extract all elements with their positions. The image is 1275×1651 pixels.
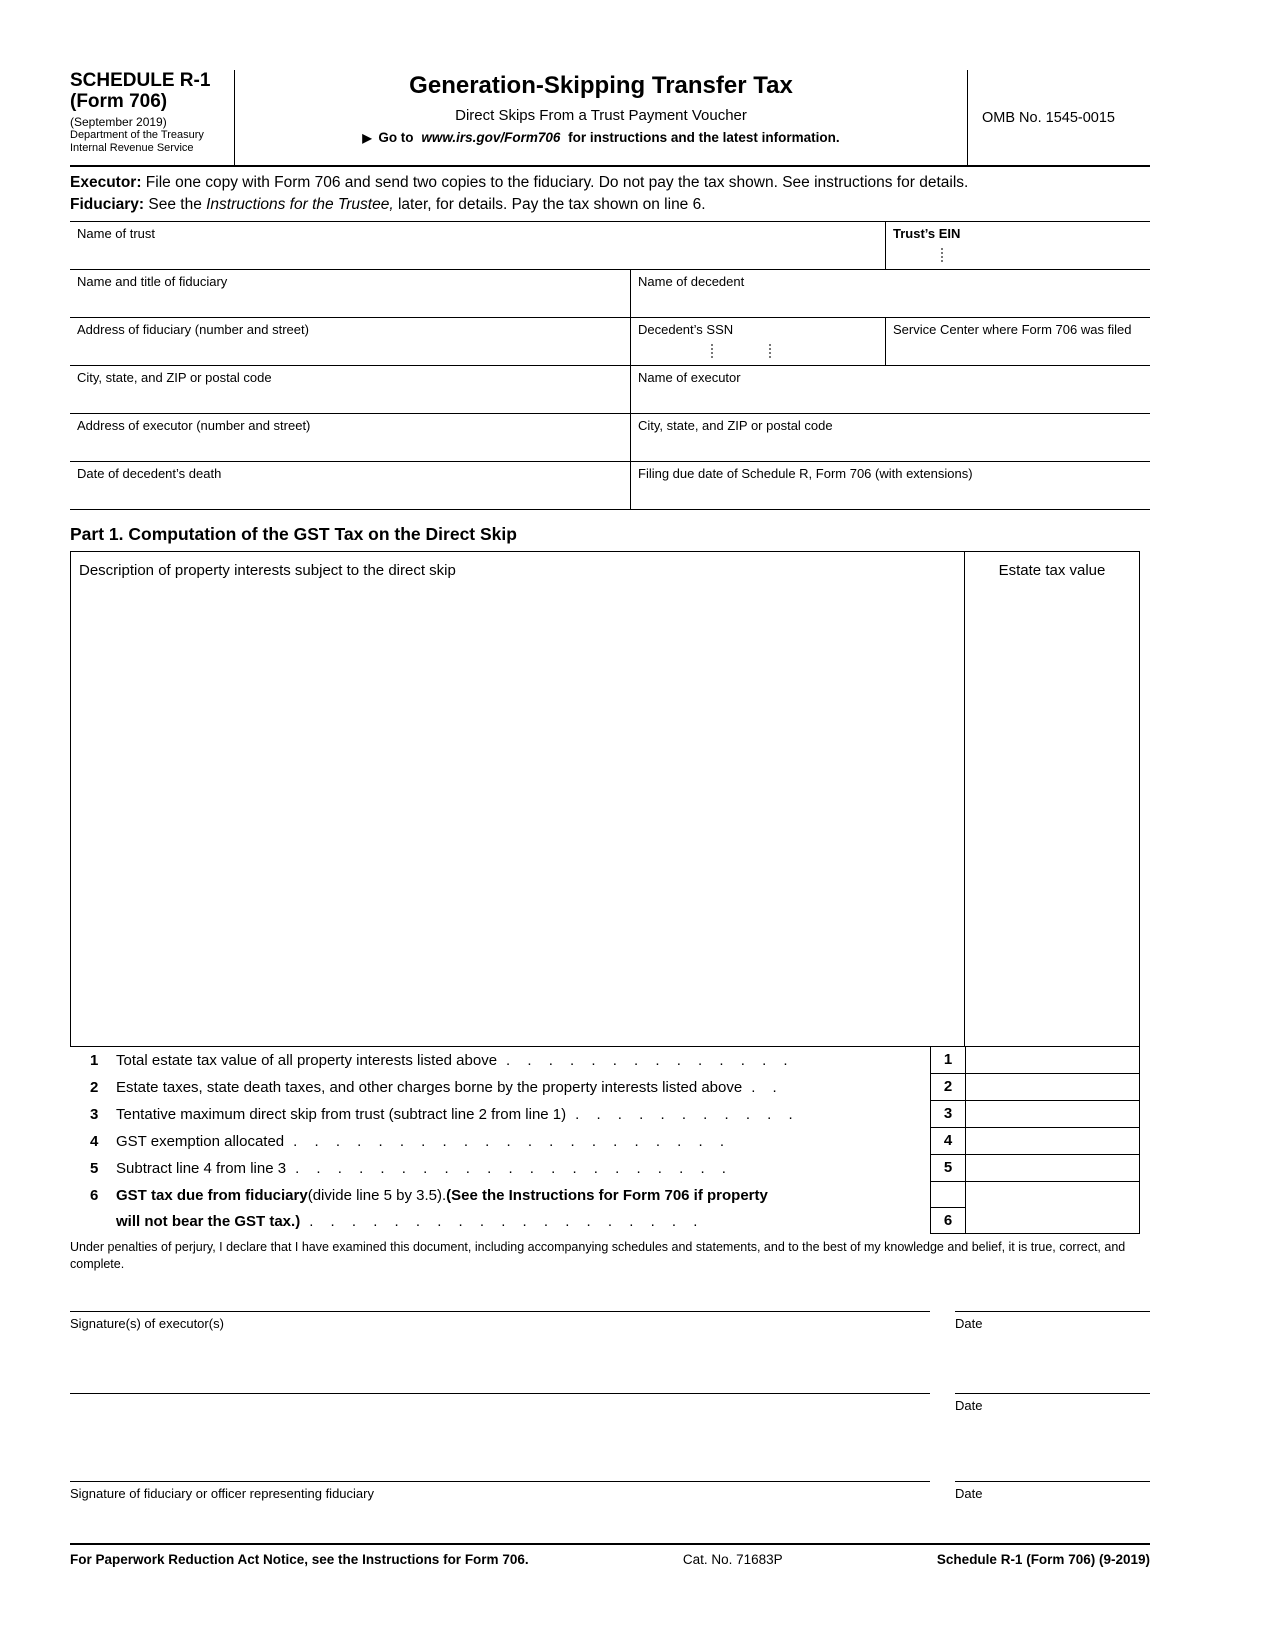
line-1-amount-cell[interactable] <box>966 1047 1140 1074</box>
computation-lines <box>70 1047 1140 1234</box>
line-1-label: Total estate tax value of all property interests listed above <box>116 1051 498 1069</box>
perjury-statement: Under penalties of perjury, I declare that I have examined this document, including accompanying schedules and statements, and to the best of my knowledge and belief, it is true, correct, and complete. <box>70 1240 1126 1272</box>
signature-rules <box>70 1311 1150 1312</box>
executor-signature-line-2[interactable] <box>70 1393 930 1394</box>
line-3-amount-cell[interactable] <box>966 1101 1140 1128</box>
line-5-dot-leader: . . . . . . . . . . . . . . . . . . . . . <box>295 1159 726 1177</box>
fiduciary-date-line[interactable] <box>955 1481 1150 1482</box>
fiduciary-instruction-label: Fiduciary: <box>70 195 145 213</box>
part1-property-table <box>70 551 1140 1047</box>
signature-rules <box>70 1481 1150 1482</box>
date-label: Date <box>955 1398 983 1414</box>
line-1-dot-leader: . . . . . . . . . . . . . . <box>506 1051 788 1069</box>
fiduciary-instruction-text: See the <box>144 195 207 213</box>
form-id-block <box>70 70 235 165</box>
rule-gap <box>930 1393 955 1394</box>
form-title: Generation-Skipping Transfer Tax <box>409 72 793 99</box>
date-label: Date <box>955 1486 983 1502</box>
fiduciary-instruction-italic: Instructions for the Trustee, <box>206 195 394 213</box>
executor-date-line[interactable] <box>955 1311 1150 1312</box>
form-subtitle: Direct Skips From a Trust Payment Voucher <box>455 107 747 124</box>
address-executor-label: Address of executor (number and street) <box>77 418 311 434</box>
line-6-amount-cell[interactable] <box>966 1182 1140 1234</box>
line-6-label-bold-2: (See the Instructions for Form 706 if property <box>446 1186 768 1204</box>
fiduciary-signature-line[interactable] <box>70 1481 930 1482</box>
department-line: Department of the Treasury <box>70 128 204 141</box>
executor-signature-group <box>70 1311 1150 1331</box>
form-number: (Form 706) <box>70 90 168 112</box>
line-1-number: 1 <box>90 1051 99 1069</box>
ssn-digit-separator-2 <box>769 344 771 358</box>
entity-info-table <box>70 221 1150 510</box>
line-3-label: Tentative maximum direct skip from trust (subtract line 2 from line 1) <box>116 1105 567 1123</box>
fields-row-3 <box>70 318 1150 366</box>
line-6-label-normal: (divide line 5 by 3.5). <box>307 1186 447 1204</box>
fields-row-2 <box>70 270 1150 318</box>
line-4-number: 4 <box>90 1132 99 1150</box>
line-2-label: Estate taxes, state death taxes, and other charges borne by the property interests listed above <box>116 1078 743 1096</box>
fiduciary-instruction-text-2: later, for details. Pay the tax shown on line 6. <box>393 195 706 213</box>
omb-block <box>968 70 1150 165</box>
fiduciary-city-state-zip-label: City, state, and ZIP or postal code <box>77 370 272 386</box>
name-of-executor-label: Name of executor <box>638 370 741 386</box>
estate-tax-value-header: Estate tax value <box>998 562 1106 580</box>
schedule-number: SCHEDULE R-1 <box>70 70 211 91</box>
date-of-death-field[interactable] <box>70 462 630 509</box>
name-of-decedent-field[interactable] <box>630 270 1150 317</box>
executor-city-state-zip-label: City, state, and ZIP or postal code <box>638 418 833 434</box>
line-row-3 <box>70 1101 1140 1128</box>
executor-signature-label: Signature(s) of executor(s) <box>70 1316 224 1332</box>
omb-number: OMB No. 1545-0015 <box>982 109 1115 126</box>
line-4-amount-cell[interactable] <box>966 1128 1140 1155</box>
address-fiduciary-field[interactable] <box>70 318 630 365</box>
line-5-number-box: 5 <box>930 1155 966 1182</box>
name-of-executor-field[interactable] <box>630 366 1150 413</box>
line-row-1 <box>70 1047 1140 1074</box>
line-row-5 <box>70 1155 1140 1182</box>
description-header: Description of property interests subject to the direct skip <box>79 562 456 580</box>
executor-signature-line[interactable] <box>70 1311 930 1312</box>
name-of-trust-field[interactable] <box>70 222 885 269</box>
goto-url[interactable]: www.irs.gov/Form706 <box>421 130 561 145</box>
line-6-number-box: 6 <box>931 1207 965 1233</box>
line-3-dot-leader: . . . . . . . . . . . <box>575 1105 793 1123</box>
executor-instruction <box>70 172 1150 194</box>
fiduciary-instruction <box>70 194 1150 216</box>
line-2-number: 2 <box>90 1078 99 1096</box>
signature-labels <box>70 1482 1150 1501</box>
date-of-death-label: Date of decedent’s death <box>77 466 222 482</box>
line-5-amount-cell[interactable] <box>966 1155 1140 1182</box>
line-2-amount-cell[interactable] <box>966 1074 1140 1101</box>
filing-due-date-field[interactable] <box>630 462 1150 509</box>
form-title-block <box>235 70 968 165</box>
goto-text-prefix: Go to <box>378 130 414 145</box>
trusts-ein-field[interactable] <box>885 222 1150 269</box>
filing-instructions <box>70 167 1150 221</box>
decedents-ssn-label: Decedent’s SSN <box>638 322 734 338</box>
executor-instruction-label: Executor: <box>70 174 142 191</box>
executor-date-line-2[interactable] <box>955 1393 1150 1394</box>
line-5-text <box>70 1155 930 1181</box>
fiduciary-signature-label: Signature of fiduciary or officer representing fiduciary <box>70 1486 374 1502</box>
filing-due-date-label: Filing due date of Schedule R, Form 706 (with extensions) <box>638 466 973 482</box>
goto-line <box>235 130 967 145</box>
ein-digit-separator <box>941 248 943 262</box>
fiduciary-signature-group <box>70 1481 1150 1501</box>
fields-row-4 <box>70 366 1150 414</box>
line-5-label: Subtract line 4 from line 3 <box>116 1159 287 1177</box>
catalog-number: Cat. No. 71683P <box>682 1552 783 1568</box>
line-2-number-box: 2 <box>930 1074 966 1101</box>
line-2-dot-leader: . . <box>751 1078 777 1096</box>
name-of-trust-label: Name of trust <box>77 226 156 242</box>
ssn-digit-separator-1 <box>711 344 713 358</box>
line-2-text <box>70 1074 930 1100</box>
line-5-number: 5 <box>90 1159 99 1177</box>
line-6-label-bold-3: will not bear the GST tax.) <box>116 1212 301 1230</box>
paperwork-reduction-notice: For Paperwork Reduction Act Notice, see the Instructions for Form 706. <box>70 1552 529 1568</box>
line-3-number-box: 3 <box>930 1101 966 1128</box>
fields-row-1 <box>70 222 1150 270</box>
fields-row-5 <box>70 414 1150 462</box>
line-1-text <box>70 1047 930 1073</box>
signature-labels <box>70 1312 1150 1331</box>
name-title-fiduciary-field[interactable] <box>70 270 630 317</box>
line-4-dot-leader: . . . . . . . . . . . . . . . . . . . . . <box>293 1132 725 1150</box>
empty-signature-label <box>70 1398 955 1413</box>
line-6-number: 6 <box>90 1186 99 1204</box>
form-edition: Schedule R-1 (Form 706) (9-2019) <box>936 1552 1150 1568</box>
decedents-ssn-field[interactable] <box>630 318 885 365</box>
line-6-text <box>70 1182 930 1234</box>
signature-labels <box>70 1394 1150 1413</box>
line-row-6 <box>70 1182 1140 1234</box>
name-title-fiduciary-label: Name and title of fiduciary <box>77 274 228 290</box>
revision-date: (September 2019) <box>70 114 167 129</box>
date-label: Date <box>955 1316 983 1332</box>
executor-signature-group-2 <box>70 1393 1150 1413</box>
form-header <box>70 70 1150 167</box>
part1-heading: Part 1. Computation of the GST Tax on the Direct Skip <box>70 524 517 545</box>
line-6-dot-leader: . . . . . . . . . . . . . . . . . . . <box>309 1212 698 1230</box>
line-6-label-bold: GST tax due from fiduciary <box>116 1186 308 1204</box>
right-arrow-icon: ▶ <box>362 131 372 145</box>
executor-instruction-text: File one copy with Form 706 and send two copies to the fiduciary. Do not pay the tax shown. See instructions for details. <box>141 174 969 191</box>
line-3-text <box>70 1101 930 1127</box>
address-executor-field[interactable] <box>70 414 630 461</box>
line-3-number: 3 <box>90 1105 99 1123</box>
executor-city-state-zip-field[interactable] <box>630 414 1150 461</box>
line-row-4 <box>70 1128 1140 1155</box>
fields-row-6 <box>70 462 1150 510</box>
form-footer <box>70 1543 1150 1567</box>
rule-gap <box>930 1311 955 1312</box>
service-center-field[interactable] <box>885 318 1150 365</box>
address-fiduciary-label: Address of fiduciary (number and street) <box>77 322 309 338</box>
agency-line: Internal Revenue Service <box>70 141 194 154</box>
fiduciary-city-state-zip-field[interactable] <box>70 366 630 413</box>
signature-rules <box>70 1393 1150 1394</box>
line-row-2 <box>70 1074 1140 1101</box>
service-center-label: Service Center where Form 706 was filed <box>893 322 1132 338</box>
line-1-number-box: 1 <box>930 1047 966 1074</box>
line-4-number-box: 4 <box>930 1128 966 1155</box>
line-4-text <box>70 1128 930 1154</box>
line-4-label: GST exemption allocated <box>116 1132 285 1150</box>
estate-tax-value-column[interactable] <box>965 552 1139 1046</box>
rule-gap <box>930 1481 955 1482</box>
trusts-ein-label: Trust’s EIN <box>893 226 961 242</box>
description-column[interactable] <box>71 552 965 1046</box>
name-of-decedent-label: Name of decedent <box>638 274 745 290</box>
goto-text-suffix: for instructions and the latest information. <box>568 130 840 145</box>
line-6-number-box-column <box>930 1182 966 1234</box>
